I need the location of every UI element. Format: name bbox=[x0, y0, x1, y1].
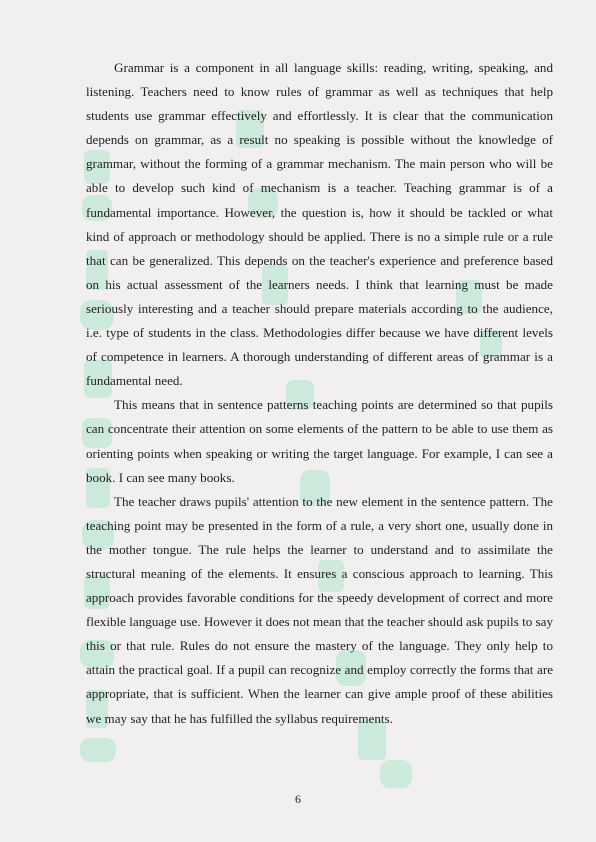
body-text bbox=[86, 56, 553, 731]
paragraph-1: Grammar is a component in all language skills: reading, writing, speaking, and listening. Teachers need to know rules of grammar as well as techniques that help students use grammar effectively and effortlessly. It is clear that the communication depends on grammar, as a result no speaking is possible without the knowledge of grammar, without the forming of a grammar mechanism. The main person who will be able to develop such kind of mechanism is a teacher. Teaching grammar is of a fundamental importance. However, the question is, how it should be tackled or what kind of approach or methodology should be applied. There is no a simple rule or a rule that can be generalized. This depends on the teacher's experience and preference based on his actual assessment of the learners needs. I think that learning must be made seriously interesting and a teacher should prepare materials according to the audience, i.e. type of students in the class. Methodologies differ because we have different levels of competence in learners. A thorough understanding of different areas of grammar is a fundamental need. bbox=[86, 60, 553, 389]
page-number: 6 bbox=[295, 792, 301, 806]
paragraph-2: This means that in sentence patterns teaching points are determined so that pupils can concentrate their attention on some elements of the pattern to be able to use them as orienting points when speaking or writing the target language. For example, I can see a book. I can see many books. bbox=[86, 397, 553, 485]
paragraph-3: The teacher draws pupils' attention to the new element in the sentence pattern. The teaching point may be presented in the form of a rule, a very short one, usually done in the mother tongue. The rule helps the learner to understand and to assimilate the structural meaning of the elements. It ensures a conscious approach to learning. This approach provides favorable conditions for the speedy development of correct and more flexible language use. However it does not mean that the teacher should ask pupils to say this or that rule. Rules do not ensure the mastery of the language. They only help to attain the practical goal. If a pupil can recognize and employ correctly the forms that are appropriate, that is sufficient. When the learner can give ample proof of these abilities we may say that he has fulfilled the syllabus requirements. bbox=[86, 493, 553, 726]
